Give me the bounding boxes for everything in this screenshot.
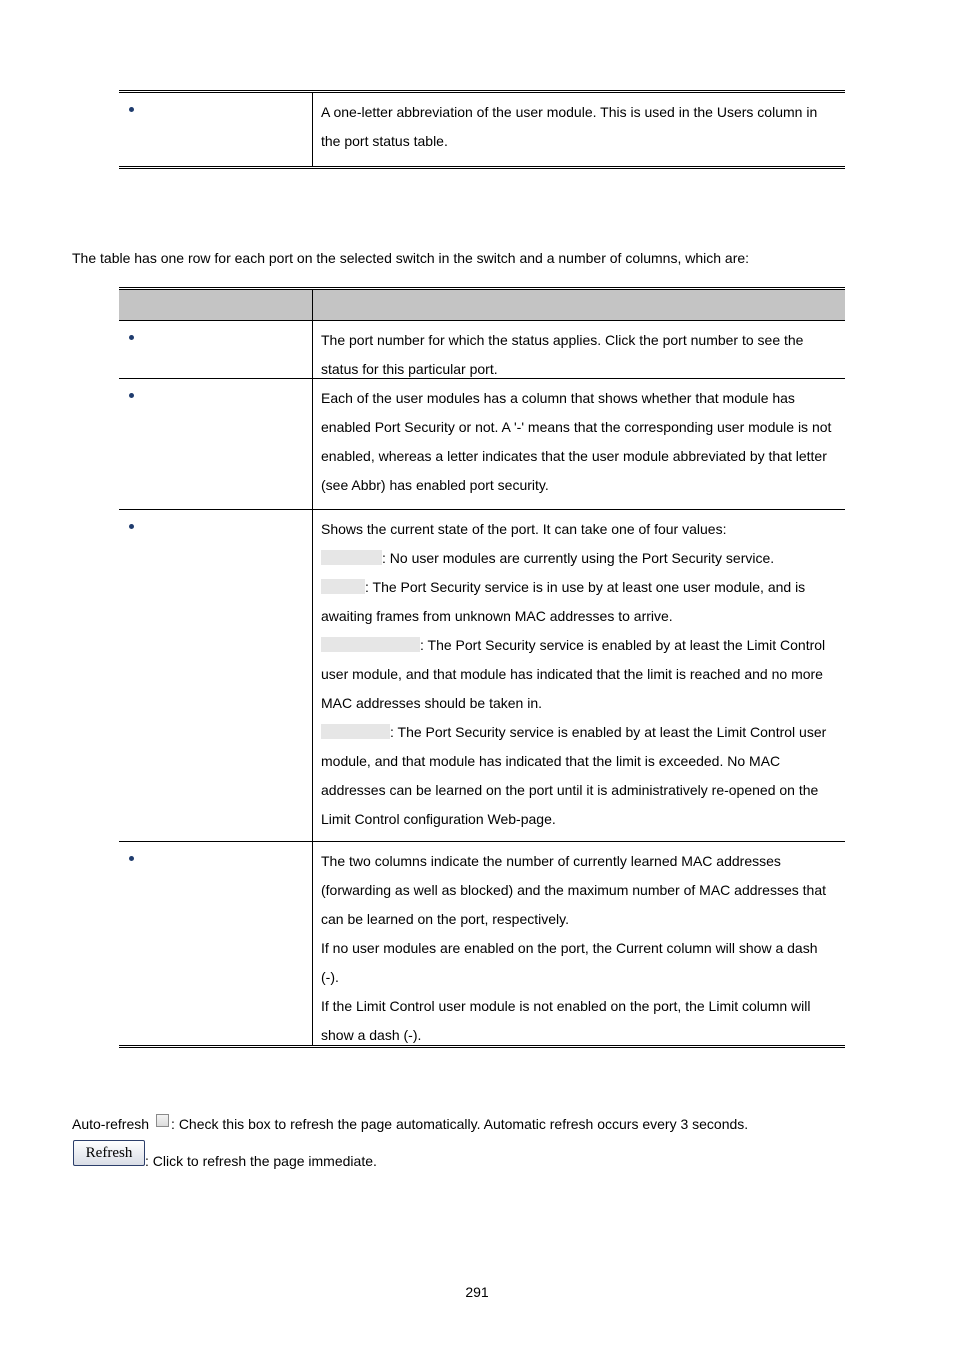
state-name-highlight	[321, 579, 365, 594]
bullet-icon	[129, 107, 134, 112]
table-row	[119, 93, 845, 166]
refresh-description: : Click to refresh the page immediate.	[145, 1153, 377, 1169]
refresh-button[interactable]: Refresh	[73, 1140, 145, 1166]
table-row: The two columns indicate the number of currently learned MAC addresses (forwarding as well as blocked) and the maximum number of MAC addresses that can be learned on the port, respectively. If no user modules are enabled on the port, the Current column will show a dash (-). If the Limit Control user module is not enabled on the port, the Limit column will show a dash (-).	[119, 842, 845, 1045]
bullet-icon	[129, 335, 134, 340]
port-status-table	[119, 287, 845, 1048]
state-name-highlight	[321, 724, 390, 739]
bullet-icon	[129, 856, 134, 861]
intro-text: The table has one row for each port on the selected switch in the switch and a number of columns, which are:	[72, 250, 750, 266]
auto-refresh-description: : Check this box to refresh the page automatically. Automatic refresh occurs every 3 seconds.	[171, 1116, 749, 1132]
auto-refresh-label: Auto-refresh	[72, 1116, 150, 1132]
bullet-icon	[129, 524, 134, 529]
row-description: A one-letter abbreviation of the user module. This is used in the Users column in the port status table.	[321, 104, 818, 149]
table-row: Shows the current state of the port. It can take one of four values: : No user modules are currently using the Port Security service. : The Port Security service is in use by at least one user module, and is awaiting frames from unknown MAC addresses to arrive. : The Port Security service is enabled by at least the Limit Control user module, and that module has indicated that the limit is reached and no more MAC addresses should be taken in. : The Port Security service is enabled by at least the Limit Control user module, and that module has indicated that the limit is exceeded. No MAC addresses can be learned on the port until it is administratively re-opened on the Limit Control configuration Web-page.	[119, 510, 845, 842]
state-name-highlight	[321, 550, 382, 565]
abbr-table	[119, 90, 845, 169]
table-header	[119, 290, 845, 321]
auto-refresh-checkbox[interactable]	[156, 1114, 169, 1127]
table-row: Each of the user modules has a column that shows whether that module has enabled Port Security or not. A '-' means that the corresponding user module is not enabled, whereas a letter indicates that the user module abbreviated by that letter (see Abbr) has enabled port security.	[119, 379, 845, 510]
table-row: The port number for which the status applies. Click the port number to see the status for this particular port.	[119, 321, 845, 379]
auto-refresh-line	[72, 1114, 748, 1132]
state-name-highlight	[321, 637, 420, 652]
page-number: 291	[465, 1284, 489, 1300]
bullet-icon	[129, 393, 134, 398]
